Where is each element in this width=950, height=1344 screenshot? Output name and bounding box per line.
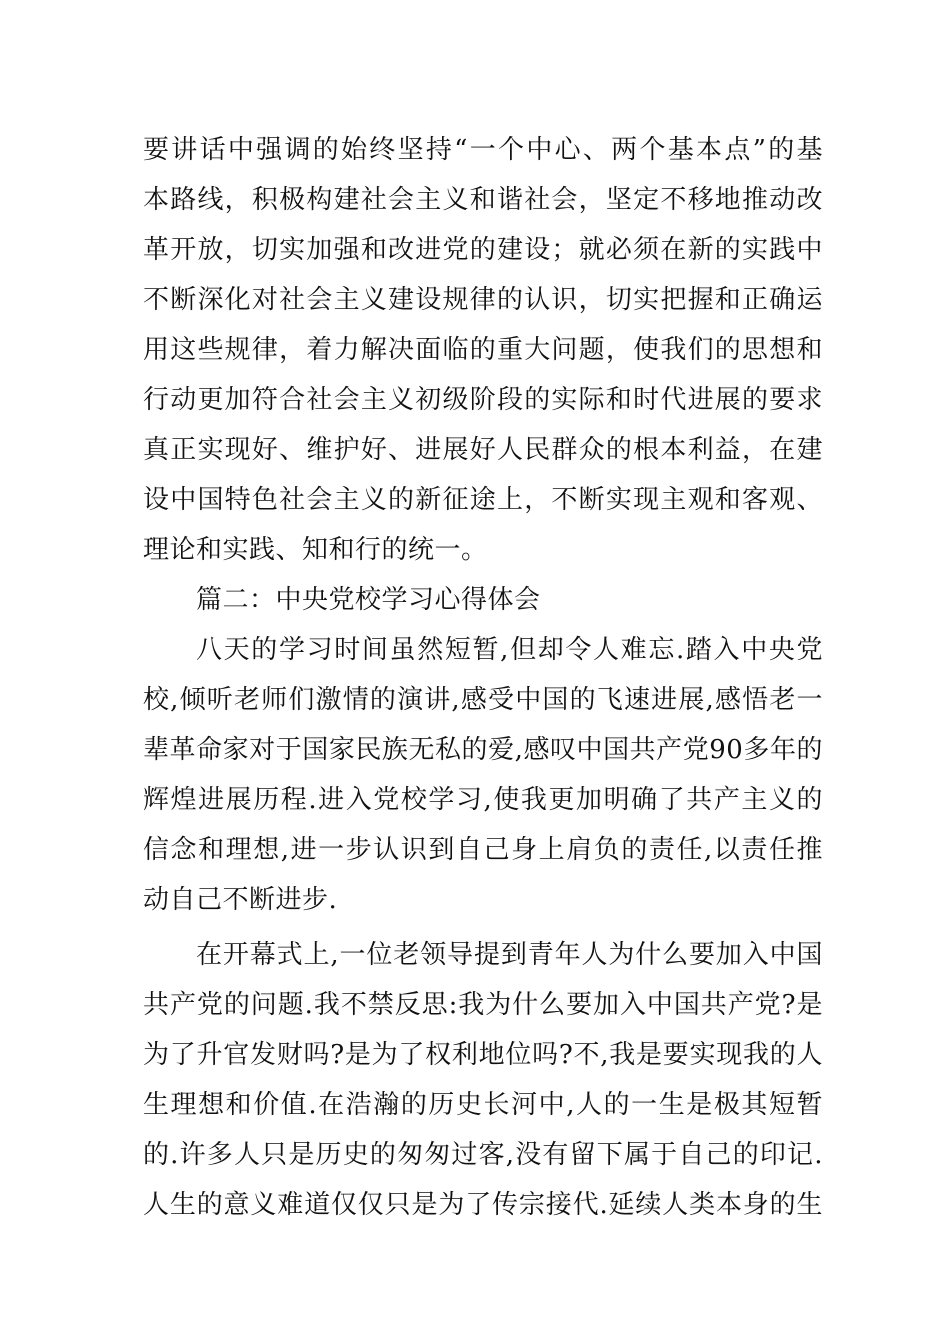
text-line: 动自己不断进步.: [143, 885, 338, 915]
section-heading: 篇二：中央党校学习心得体会: [196, 585, 541, 615]
text-line: 生理想和价值.在浩瀚的历史长河中,人的一生是极其短暂: [143, 1090, 823, 1120]
text-line: 革开放，切实加强和改进党的建设；就必须在新的实践中: [143, 235, 823, 265]
text-line: 辉煌进展历程.进入党校学习,使我更加明确了共产主义的: [143, 785, 823, 815]
text-line: 设中国特色社会主义的新征途上，不断实现主观和客观、: [143, 485, 823, 515]
text-line: 真正实现好、维护好、进展好人民群众的根本利益，在建: [143, 435, 823, 465]
paragraph-first-line: 八天的学习时间虽然短暂,但却令人难忘.踏入中央党: [196, 635, 823, 665]
text-line: 辈革命家对于国家民族无私的爱,感叹中国共产党90多年的: [143, 735, 823, 765]
text-line: 为了升官发财吗?是为了权利地位吗?不,我是要实现我的人: [143, 1040, 823, 1070]
text-line: 校,倾听老师们激情的演讲,感受中国的飞速进展,感悟老一: [143, 685, 823, 715]
text-line: 人生的意义难道仅仅只是为了传宗接代.延续人类本身的生: [143, 1190, 823, 1220]
text-line: 共产党的问题.我不禁反思:我为什么要加入中国共产党?是: [143, 990, 823, 1020]
text-line: 用这些规律，着力解决面临的重大问题，使我们的思想和: [143, 335, 823, 365]
text-line: 信念和理想,进一步认识到自己身上肩负的责任,以责任推: [143, 835, 823, 865]
text-line: 不断深化对社会主义建设规律的认识，切实把握和正确运: [143, 285, 823, 315]
paragraph-first-line: 在开幕式上,一位老领导提到青年人为什么要加入中国: [196, 940, 823, 970]
text-line: 的.许多人只是历史的匆匆过客,没有留下属于自己的印记.: [143, 1140, 823, 1170]
text-line: 理论和实践、知和行的统一。: [143, 535, 488, 565]
text-line: 本路线，积极构建社会主义和谐社会，坚定不移地推动改: [143, 185, 823, 215]
text-line: 要讲话中强调的始终坚持“一个中心、两个基本点”的基: [143, 135, 823, 165]
text-line: 行动更加符合社会主义初级阶段的实际和时代进展的要求: [143, 385, 823, 415]
